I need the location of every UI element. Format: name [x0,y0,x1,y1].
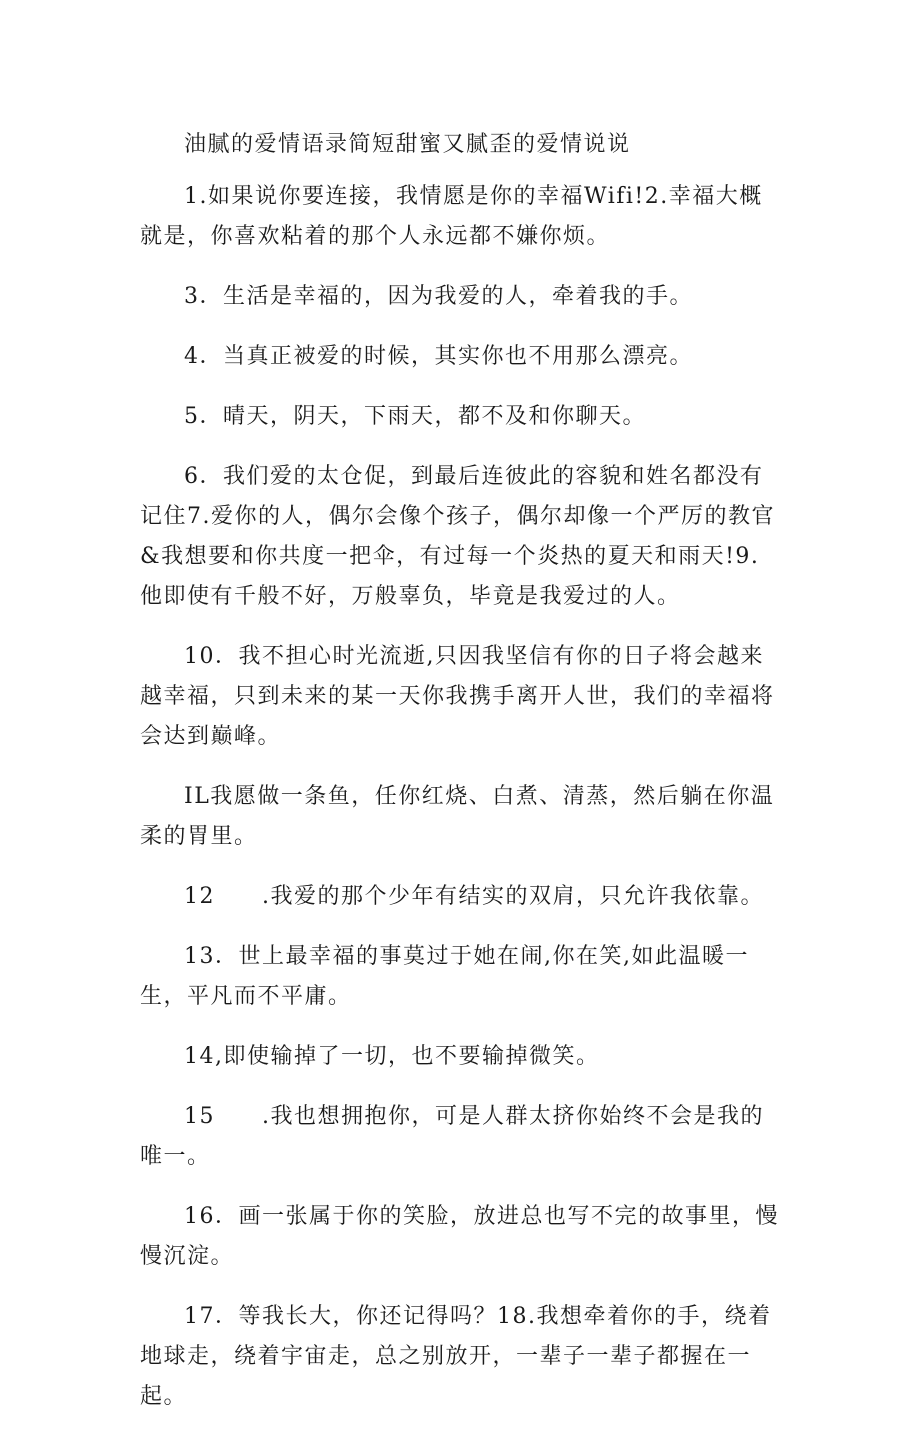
paragraph-1: 1.如果说你要连接，我情愿是你的幸福Wifi!2.幸福大概就是，你喜欢粘着的那个人永远都不嫌你烦。 [140,184,763,249]
paragraph-8: 12 .我爱的那个少年有结实的双肩，只允许我依靠。 [184,884,764,909]
document-title: 油腻的爱情语录简短甜蜜又腻歪的爱情说说 [184,132,631,157]
paragraph-3: 4．当真正被爱的时候，其实你也不用那么漂亮。 [184,344,693,369]
paragraph-12: 16．画一张属于你的笑脸，放进总也写不完的故事里，慢慢沉淀。 [140,1204,779,1269]
paragraph-13: 17．等我长大，你还记得吗？18.我想牵着你的手，绕着地球走，绕着宇宙走，总之别放开，一辈子一辈子都握在一起。 [140,1304,772,1409]
paragraph-2: 3．生活是幸福的，因为我爱的人，牵着我的手。 [184,284,693,309]
paragraph-6: 10．我不担心时光流逝,只因我坚信有你的日子将会越来越幸福，只到未来的某一天你我携手离开人世，我们的幸福将会达到巅峰。 [140,644,775,749]
paragraph-9: 13．世上最幸福的事莫过于她在闹,你在笑,如此温暖一生，平凡而不平庸。 [140,944,749,1009]
paragraph-7: IL我愿做一条鱼，任你红烧、白煮、清蒸，然后躺在你温柔的胃里。 [140,784,775,849]
document-body [140,125,780,1437]
paragraph-10: 14,即使输掉了一切，也不要输掉微笑。 [184,1044,600,1069]
paragraph-5: 6．我们爱的太仓促，到最后连彼此的容貌和姓名都没有记住7.爱你的人，偶尔会像个孩子，偶尔却像一个严厉的教官&我想要和你共度一把伞，有过每一个炎热的夏天和雨天!9.他即使有千般不好，万般辜负，毕竟是我爱过的人。 [140,464,775,609]
paragraph-4: 5．晴天，阴天，下雨天，都不及和你聊天。 [184,404,646,429]
paragraph-11: 15 .我也想拥抱你，可是人群太挤你始终不会是我的唯一。 [140,1104,764,1169]
